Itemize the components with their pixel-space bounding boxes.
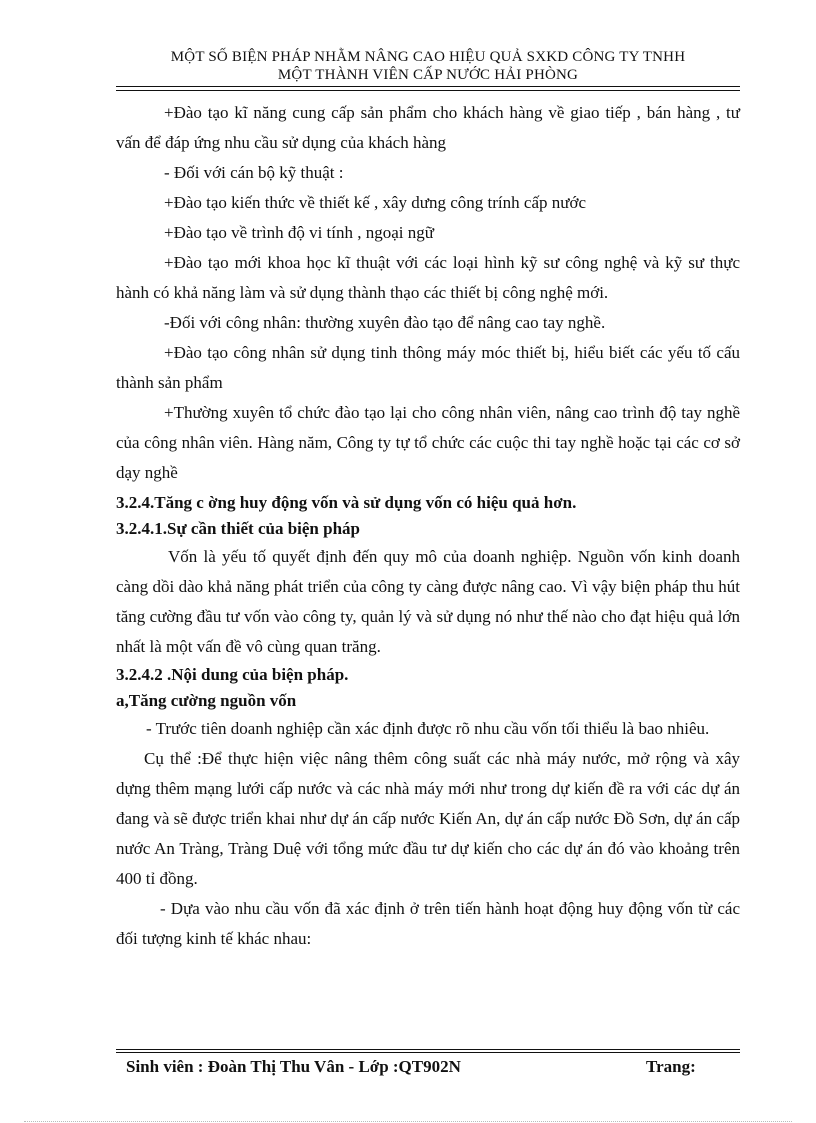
header-rule-bottom — [116, 90, 740, 91]
header-line-1: MỘT SỐ BIỆN PHÁP NHẰM NÂNG CAO HIỆU QUẢ SXKD CÔNG TY TNHH — [170, 49, 686, 65]
header-line-2: MỘT THÀNH VIÊN CẤP NƯỚC HẢI PHÒNG — [277, 67, 579, 83]
paragraph: - Trước tiên doanh nghiệp cần xác định được rõ nhu cầu vốn tối thiểu là bao nhiêu. — [146, 719, 710, 738]
running-header — [116, 48, 740, 84]
paragraph: +Thường xuyên tổ chức đào tạo lại cho công nhân viên, nâng cao trình độ tay nghề của công nhân viên. Hàng năm, Công ty tự tổ chức các cuộc thi tay nghề hoặc tại các cơ sở dạy nghề — [116, 403, 740, 482]
paragraph: +Đào tạo công nhân sử dụng tinh thông máy móc thiết bị, hiểu biết các yếu tố cấu thành sản phẩm — [116, 343, 740, 392]
footer-page-label: Trang: — [646, 1057, 696, 1076]
paragraph: - Dựa vào nhu cầu vốn đã xác định ở trên tiến hành hoạt động huy động vốn từ các đối tượng kinh tế khác nhau: — [116, 899, 740, 948]
subsection-heading: 3.2.4.1.Sự cần thiết của biện pháp — [116, 519, 360, 538]
page-edge-dotted-line — [24, 1121, 792, 1122]
subsection-heading: a,Tăng cường nguồn vốn — [116, 691, 297, 710]
paragraph: - Đối với cán bộ kỹ thuật : — [164, 163, 344, 182]
footer-rule-top — [116, 1049, 740, 1050]
subsection-heading: 3.2.4.2 .Nội dung của biện pháp. — [116, 665, 349, 684]
paragraph: -Đối với công nhân: thường xuyên đào tạo để nâng cao tay nghề. — [164, 313, 606, 332]
paragraph: Vốn là yếu tố quyết định đến quy mô của doanh nghiệp. Nguồn vốn kinh doanh càng dồi dào khả năng phát triển của công ty càng được nâng cao. Vì vậy biện pháp thu hút tăng cường đầu tư vốn vào công ty, quản lý và sử dụng nó như thế nào cho đạt hiệu quả lớn nhất là một vấn đề vô cùng quan trăng. — [116, 547, 740, 656]
paragraph: +Đào tạo mới khoa học kĩ thuật với các loại hình kỹ sư công nghệ và kỹ sư thực hành có khả năng làm và sử dụng thành thạo các thiết bị công nghệ mới. — [116, 253, 740, 302]
section-heading: 3.2.4.Tăng c ờng huy động vốn và sử dụng vốn có hiệu quả hơn. — [116, 493, 577, 512]
header-rule-top — [116, 86, 740, 87]
paragraph: Cụ thể :Để thực hiện việc nâng thêm công suất các nhà máy nước, mở rộng và xây dựng thêm mạng lưới cấp nước và các nhà máy mới như trong dự kiến đề ra với các dự án đang và sẽ được triển khai như dự án cấp nước Kiến An, dự án cấp nước Đồ Sơn, dự án cấp nước An Tràng, Tràng Duệ với tổng mức đầu tư dự kiến cho các dự án đó vào khoảng trên 400 tỉ đồng. — [116, 749, 740, 888]
page-body — [116, 98, 740, 954]
paragraph: +Đào tạo kiến thức về thiết kế , xây dưng công trính cấp nước — [164, 193, 586, 212]
paragraph: +Đào tạo về trình độ vi tính , ngoại ngữ — [164, 223, 434, 242]
footer-rule-bottom — [116, 1052, 740, 1053]
footer-student: Sinh viên : Đoàn Thị Thu Vân - Lớp :QT902N — [126, 1057, 461, 1076]
paragraph: +Đào tạo kĩ năng cung cấp sản phẩm cho khách hàng về giao tiếp , bán hàng , tư vấn để đáp ứng nhu cầu sử dụng của khách hàng — [116, 103, 740, 152]
